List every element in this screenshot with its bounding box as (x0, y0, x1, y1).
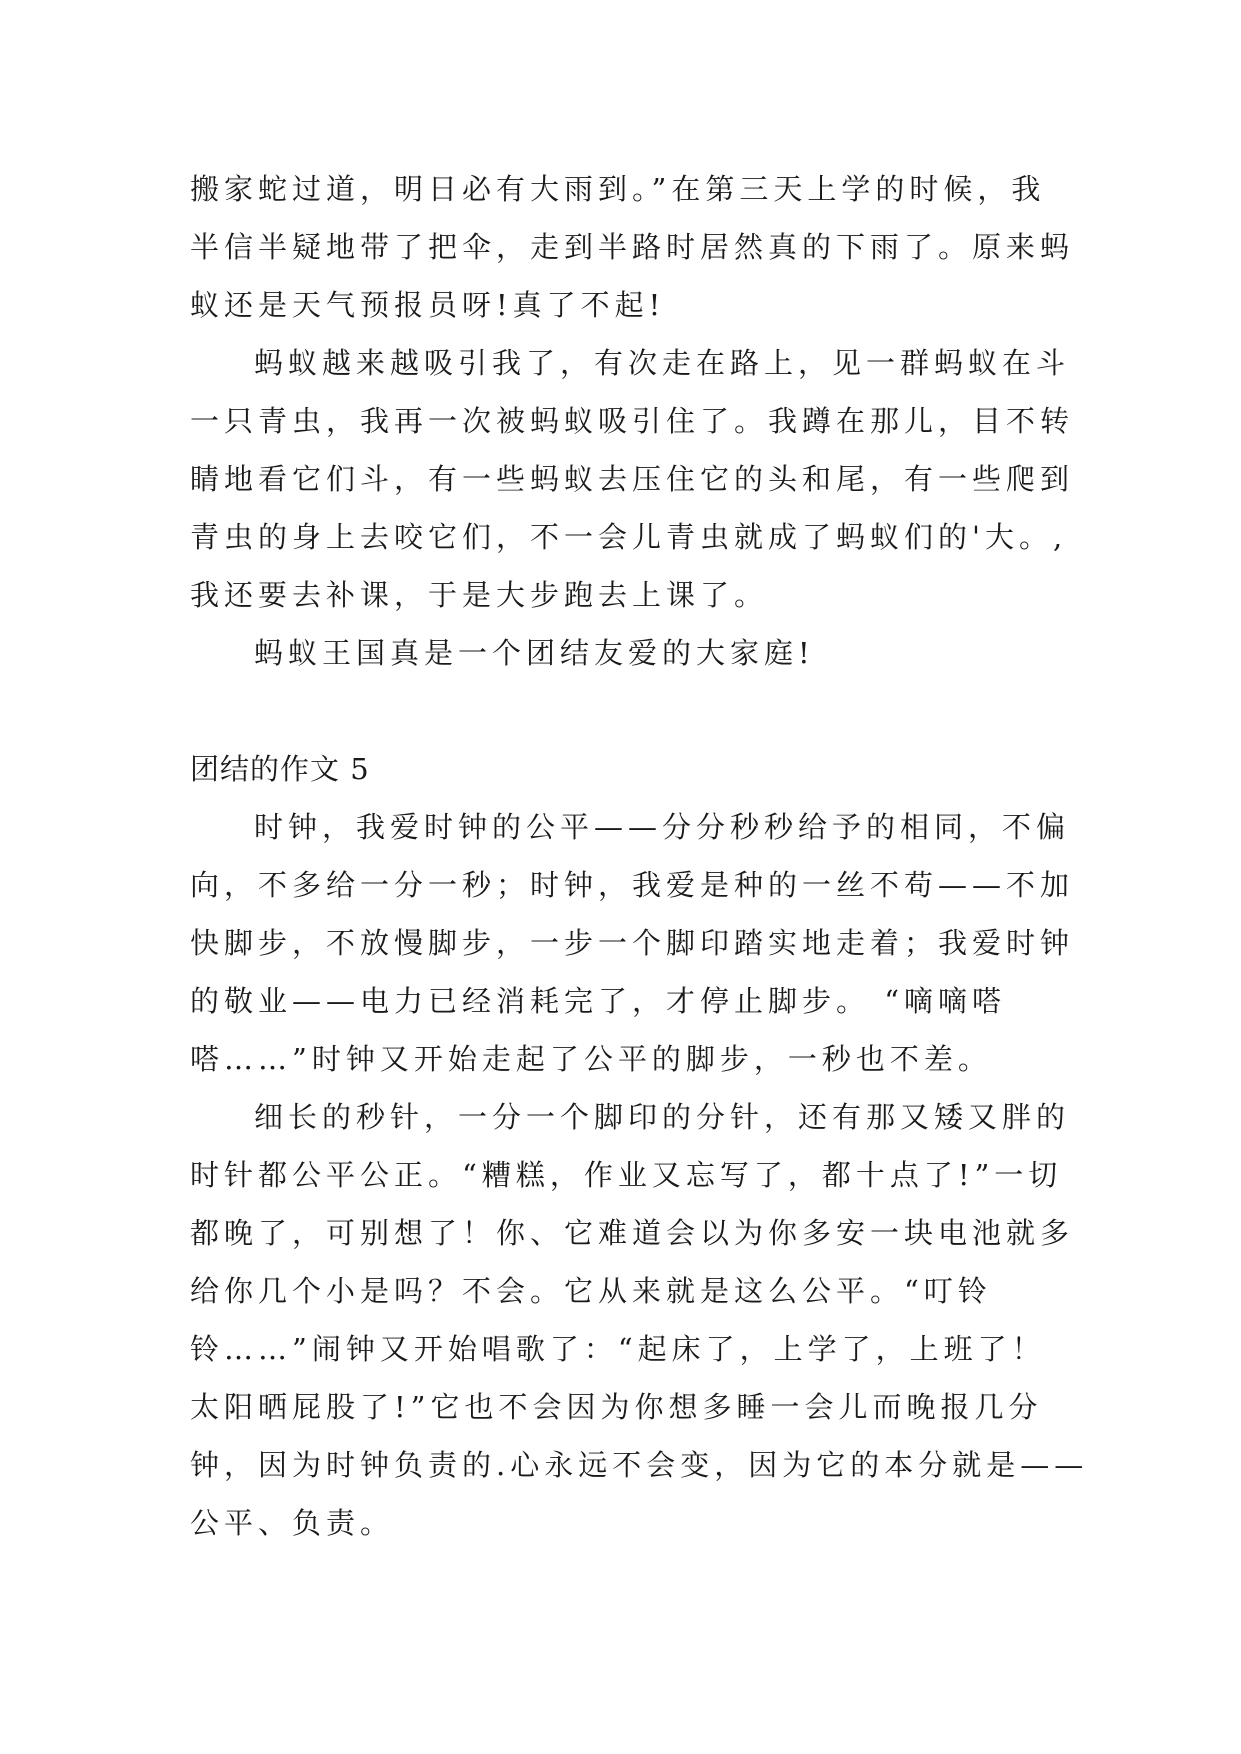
text-line: 都晚了，可别想了！你、它难道会以为你多安一块电池就多 (190, 1216, 1075, 1250)
document-body (190, 160, 1089, 1552)
text-line: 蚁还是天气预报员呀!真了不起! (190, 288, 666, 322)
text-line: 铃……”闹钟又开始唱歌了：“起床了，上学了，上班了！ (190, 1332, 1046, 1366)
section-spacer (190, 682, 1050, 740)
text-line: 时钟，我爱时钟的公平——分分秒秒给予的相同，不偏 (254, 810, 1071, 844)
text-line: 快脚步，不放慢脚步，一步一个脚印踏实地走着；我爱时钟 (190, 926, 1075, 960)
text-line: 细长的秒针，一分一个脚印的分针，还有那又矮又胖的 (254, 1100, 1071, 1134)
paragraph-clock-fairness (190, 798, 1075, 1088)
text-line: 一只青虫，我再一次被蚂蚁吸引住了。我蹲在那儿，目不转 (190, 404, 1075, 438)
paragraph-ant-kingdom (190, 624, 1050, 682)
text-line: 向，不多给一分一秒；时钟，我爱是种的一丝不苟——不加 (190, 868, 1075, 902)
text-line: 公平、负责。 (190, 1506, 395, 1540)
text-line: 搬家蛇过道，明日必有大雨到。”在第三天上学的时候，我 (190, 172, 1046, 206)
paragraph-weather-forecast (190, 160, 1075, 334)
paragraph-ants-fighting (190, 334, 1075, 624)
paragraph-clock-hands (190, 1088, 1089, 1552)
text-line: 的敬业——电力已经消耗完了，才停止脚步。 “嘀嘀嗒 (190, 984, 1007, 1018)
section-title: 团结的作文 5 (190, 752, 370, 786)
text-line: 半信半疑地带了把伞，走到半路时居然真的下雨了。原来蚂 (190, 230, 1075, 264)
text-line: 时针都公平公正。“糟糕，作业又忘写了，都十点了!”一切 (190, 1158, 1063, 1192)
text-line: 给你几个小是吗？不会。它从来就是这么公平。“叮铃 (190, 1274, 992, 1308)
text-line: 青虫的身上去咬它们，不一会儿青虫就成了蚂蚁们的'大。, (190, 520, 1068, 554)
text-line: 嗒……”时钟又开始走起了公平的脚步，一秒也不差。 (190, 1042, 992, 1076)
text-line: 太阳晒屁股了!”它也不会因为你想多睡一会儿而晚报几分 (190, 1390, 1043, 1424)
text-line: 钟，因为时钟负责的.心永远不会变，因为它的本分就是—— (190, 1448, 1089, 1482)
text-line: 睛地看它们斗，有一些蚂蚁去压住它的头和尾，有一些爬到 (190, 462, 1075, 496)
text-line: 蚂蚁越来越吸引我了，有次走在路上，见一群蚂蚁在斗 (254, 346, 1071, 380)
text-line: 我还要去补课，于是大步跑去上课了。 (190, 578, 769, 612)
text-line: 蚂蚁王国真是一个团结友爱的大家庭! (254, 636, 815, 670)
